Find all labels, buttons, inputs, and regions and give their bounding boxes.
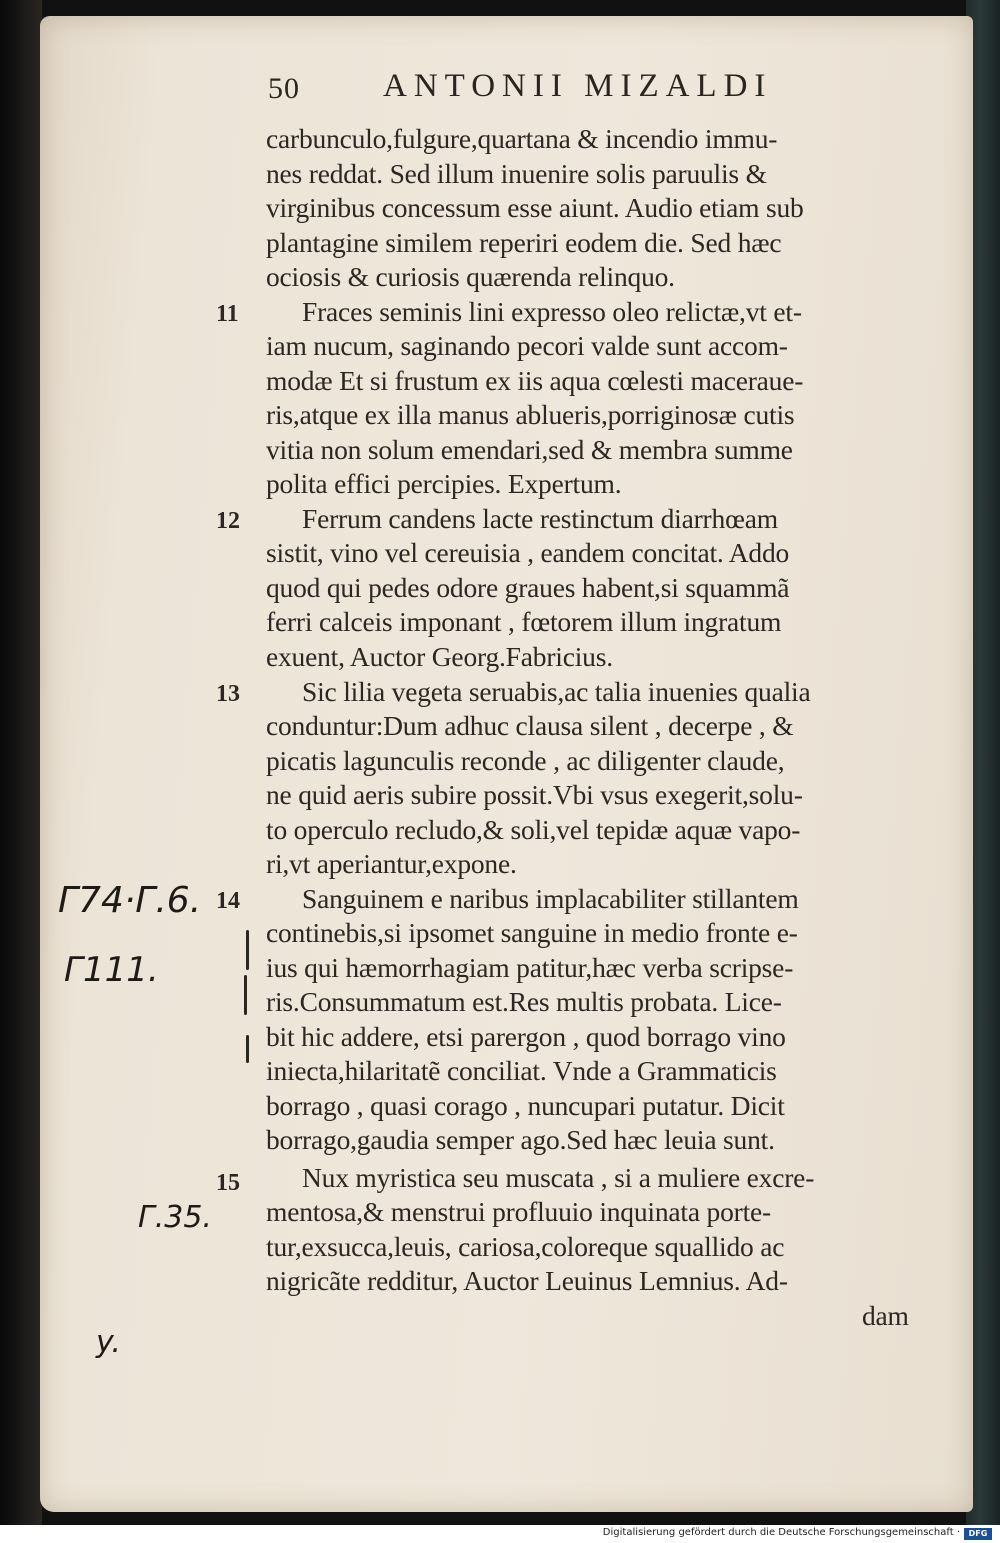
catchword: dam: [862, 1300, 909, 1331]
text-line: borrago,gaudia semper ago.Sed hæc leuia sunt.: [266, 1124, 775, 1155]
scan-background-left: [0, 0, 42, 1525]
handwritten-note: Γ.35.: [138, 1200, 212, 1235]
text-line: Fraces seminis lini expresso oleo relictæ,vt et-: [302, 296, 802, 327]
page-title: ANTONII MIZALDI: [383, 68, 773, 104]
section-number: 15: [216, 1170, 240, 1196]
text-line: bit hic addere, etsi parergon , quod borrago vino: [266, 1021, 786, 1052]
running-head: [268, 68, 868, 112]
text-line: nes reddat. Sed illum inuenire solis paruulis &: [266, 158, 767, 189]
text-line: iam nucum, saginando pecori valde sunt accom-: [266, 330, 788, 361]
text-line: ris,atque ex illa manus ablueris,porriginosæ cutis: [266, 399, 795, 430]
page-number: 50: [268, 72, 300, 105]
text-line: ri,vt aperiantur,expone.: [266, 848, 517, 879]
handwritten-note: Γ74·Γ.6.: [58, 880, 202, 921]
dfg-logo: DFG: [964, 1528, 992, 1540]
text-line: continebis,si ipsomet sanguine in medio fronte e-: [266, 917, 798, 948]
section-number: 13: [216, 681, 240, 707]
text-line: Ferrum candens lacte restinctum diarrhœam: [302, 503, 778, 534]
text-line: picatis lagunculis reconde , ac diligenter claude,: [266, 745, 785, 776]
text-line: tur,exsucca,leuis, cariosa,coloreque squallido ac: [266, 1231, 785, 1262]
funding-credit: Digitalisierung gefördert durch die Deutsche Forschungsgemeinschaft ·: [602, 1527, 960, 1538]
text-line: ne quid aeris subire possit.Vbi vsus exegerit,solu-: [266, 779, 803, 810]
section-number: 14: [216, 888, 240, 914]
text-line: polita effici percipies. Expertum.: [266, 468, 622, 499]
margin-bracket: [246, 930, 249, 970]
text-line: virginibus concessum esse aiunt. Audio etiam sub: [266, 192, 804, 223]
text-line: to operculo recludo,& soli,vel tepidæ aquæ vapo-: [266, 814, 801, 845]
section-number: 12: [216, 508, 240, 534]
margin-bracket: [244, 975, 247, 1015]
text-line: carbunculo,fulgure,quartana & incendio immu-: [266, 123, 778, 154]
text-line: plantagine similem reperiri eodem die. Sed hæc: [266, 227, 782, 258]
text-line: quod qui pedes odore graues habent,si squammã: [266, 572, 790, 603]
text-line: vitia non solum emendari,sed & membra summe: [266, 434, 793, 465]
text-line: modæ Et si frustum ex iis aqua cœlesti maceraue-: [266, 365, 804, 396]
text-line: ris.Consummatum est.Res multis probata. Lice-: [266, 986, 782, 1017]
text-line: exuent, Auctor Georg.Fabricius.: [266, 641, 613, 672]
text-line: borrago , quasi corago , nuncupari putatur. Dicit: [266, 1090, 785, 1121]
text-line: mentosa,& menstrui profluuio inquinata porte-: [266, 1196, 771, 1227]
text-line: ius qui hæmorrhagiam patitur,hæc verba scripse-: [266, 952, 794, 983]
text-line: Nux myristica seu muscata , si a muliere excre-: [302, 1162, 815, 1193]
text-line: sistit, vino vel cereuisia , eandem concitat. Addo: [266, 537, 790, 568]
handwritten-note: Γ111.: [64, 950, 159, 990]
text-line: nigricãte redditur, Auctor Leuinus Lemnius. Ad-: [266, 1265, 788, 1296]
text-line: ociosis & curiosis quærenda relinquo.: [266, 261, 675, 292]
text-line: Sanguinem e naribus implacabiliter stillantem: [302, 883, 799, 914]
text-line: ferri calceis imponant , fœtorem illum ingratum: [266, 606, 782, 637]
digitization-footer: [0, 1525, 1000, 1543]
margin-bracket: [246, 1035, 249, 1063]
handwritten-note: y.: [96, 1325, 121, 1360]
section-number: 11: [216, 301, 239, 327]
text-line: conduntur:Dum adhuc clausa silent , decerpe , &: [266, 710, 794, 741]
text-line: Sic lilia vegeta seruabis,ac talia inuenies qualia: [302, 676, 811, 707]
text-line: iniecta,hilaritatẽ conciliat. Vnde a Grammaticis: [266, 1055, 777, 1086]
